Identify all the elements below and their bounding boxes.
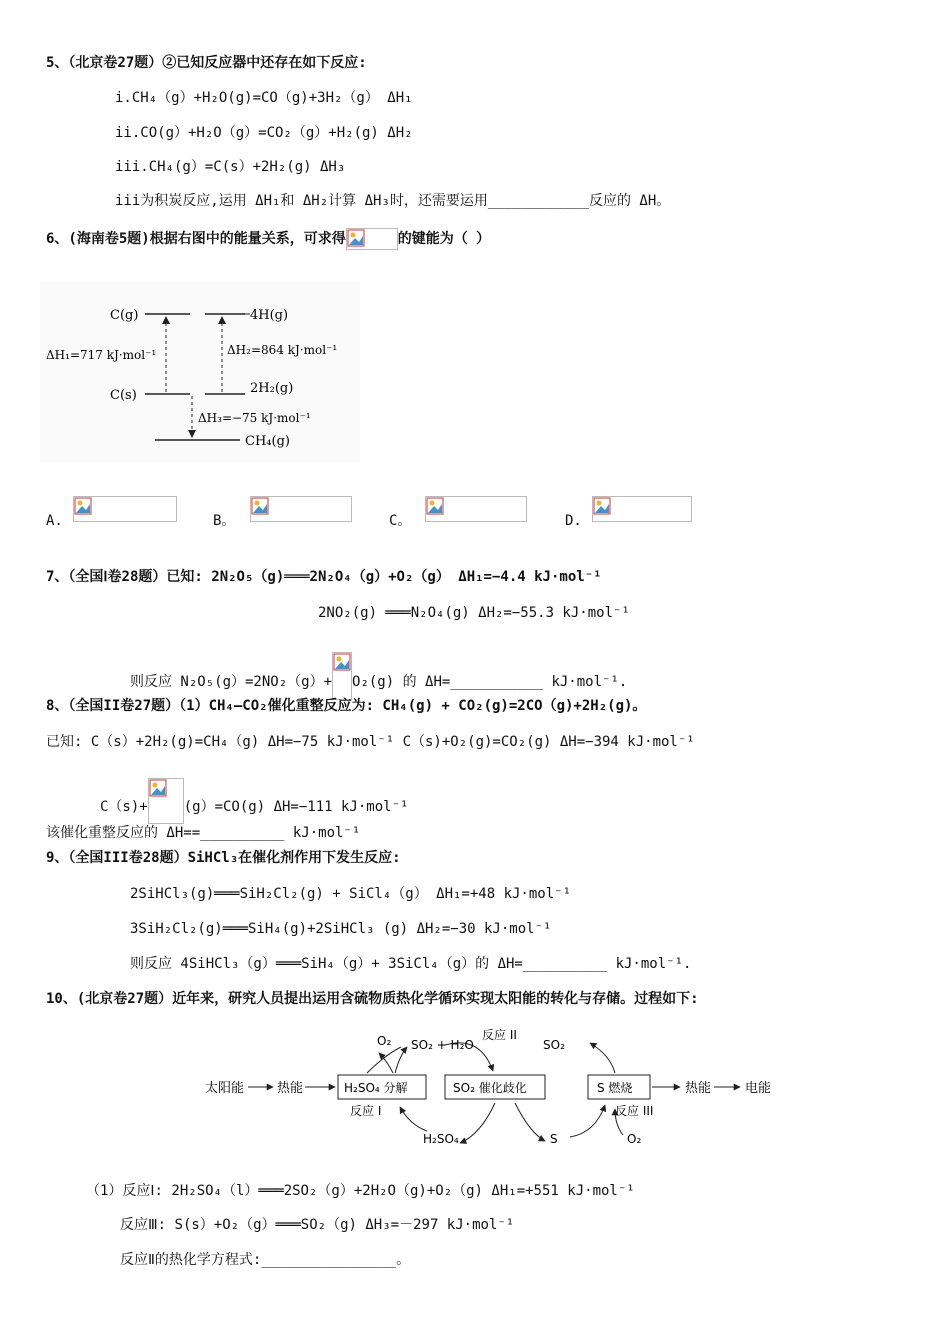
s-bottom-label: S [550,1132,558,1146]
missing-image-placeholder [148,778,184,824]
arrow-s-to-box3 [570,1105,605,1137]
q7-question-tail: O₂(g) 的 ΔH=___________ kJ·mol⁻¹. [352,674,628,690]
q9-reaction-2: 3SiH₂Cl₂(g)═══SiH₄(g)+2SiHCl₃ (g) ΔH₂=−30 kJ·mol⁻¹ [130,921,552,937]
dh3-label: ΔH₃=−75 kJ·mol⁻¹ [198,411,311,425]
o2-bottom-label: O₂ [627,1132,642,1146]
broken-image-icon [333,653,351,671]
option-d-image-placeholder [592,496,692,522]
arrow-box2-to-h2so4 [460,1103,495,1143]
solar-energy-label: 太阳能 [205,1081,245,1096]
h4-label: 4H(g) [250,308,289,323]
q7-question [130,652,627,700]
q8-known-reactions: 已知: C（s）+2H₂(g)=CH₄（g) ΔH=−75 kJ·mol⁻¹ C（s)+O₂(g)=CO₂(g) ΔH=−394 kJ·mol⁻¹ [46,734,695,750]
cs-label: C(s) [110,388,137,403]
option-b-image-placeholder [250,496,352,522]
q5-reaction-2: ii.CO(g）+H₂O（g）=CO₂（g）+H₂(g) ΔH₂ [115,125,413,141]
option-c-image-placeholder [425,496,527,522]
q7-heading: 7、（全国Ⅰ卷28题）已知: 2N₂O₅（g)═══2N₂O₄（g）+O₂（g） ΔH₁=−4.4 kJ·mol⁻¹ [46,569,602,585]
q9-question: 则反应 4SiHCl₃（g）═══SiH₄（g）+ 3SiCl₄（g）的 ΔH=__________ kJ·mol⁻¹. [130,956,692,972]
q7-reaction-2: 2NO₂(g) ═══N₂O₄(g) ΔH₂=−55.3 kJ·mol⁻¹ [318,605,630,621]
broken-image-icon [149,779,167,797]
q8-reaction-3 [100,778,408,824]
q7-question-text: 则反应 N₂O₅(g）=2NO₂（g）+ [130,674,333,690]
q9-reaction-1: 2SiHCl₃(g)═══SiH₂Cl₂(g) + SiCl₄（g） ΔH₁=+48 kJ·mol⁻¹ [130,886,572,902]
q5-question: iii为积炭反应,运用 ΔH₁和 ΔH₂计算 ΔH₃时，还需要运用____________反应的 ΔH。 [115,193,671,209]
option-d-label: D. [565,513,582,529]
q5-reaction-1: i.CH₄（g）+H₂O(g)=CO（g)+3H₂（g） ΔH₁ [115,90,413,106]
energy-level-diagram [40,282,360,462]
missing-image-placeholder [346,228,398,250]
option-c-label: C。 [389,513,412,529]
q9-heading: 9、（全国III卷28题）SiHCl₃在催化剂作用下发生反应: [46,850,401,866]
q6-heading-tail: 的键能为（ ） [397,231,491,247]
reaction-2-label: 反应 II [482,1028,517,1042]
cg-label: C(g) [110,308,139,323]
option-a-image-placeholder [73,496,177,522]
q10-reaction-3: 反应Ⅲ: S(s）+O₂（g）═══SO₂（g) ΔH₃=－297 kJ·mol⁻¹ [120,1217,515,1233]
heat-energy-label-1: 热能 [277,1081,304,1096]
so2-top-label: SO₂ [543,1038,565,1052]
dh1-label: ΔH₁=717 kJ·mol⁻¹ [46,348,157,362]
q6-heading [46,228,490,250]
sulfur-cycle-diagram [195,1025,795,1155]
reaction-1-label: 反应 I [350,1104,382,1118]
broken-image-icon [74,497,92,515]
q8-reaction-3-tail: (g）=CO(g) ΔH=−111 kJ·mol⁻¹ [183,799,409,815]
dh2-label: ΔH₂=864 kJ·mol⁻¹ [227,343,338,357]
option-b-label: B。 [213,513,236,529]
missing-image-placeholder [332,652,352,700]
s-combustion-label: S 燃烧 [597,1081,633,1095]
arrow-to-so2-h2o [395,1047,407,1073]
q10-heading: 10、(北京卷27题）近年来，研究人员提出运用含硫物质热化学循环实现太阳能的转化与存储。过程如下: [46,991,699,1007]
broken-image-icon [593,497,611,515]
broken-image-icon [426,497,444,515]
q8-heading: 8、（全国II卷27题）（1）CH₄—CO₂催化重整反应为: CH₄(g) + CO₂(g)=2CO（g)+2H₂(g)。 [46,698,647,714]
h2so4-decomposition-label: H₂SO₄ 分解 [344,1081,408,1095]
reaction-3-label: 反应 III [615,1104,654,1118]
q8-reaction-3-text: C（s)+ [100,799,148,815]
broken-image-icon [347,229,365,247]
q6-heading-text: 6、(海南卷5题)根据右图中的能量关系，可求得 [46,231,346,247]
ch4-label: CH₄(g) [245,434,290,449]
arrow-box3-to-so2 [590,1043,615,1073]
q8-question: 该催化重整反应的 ΔH==__________ kJ·mol⁻¹ [46,825,361,841]
so2-disproportionation-label: SO₂ 催化歧化 [453,1081,527,1095]
q10-question: 反应Ⅱ的热化学方程式:________________。 [120,1252,411,1268]
q5-reaction-3: iii.CH₄(g）=C(s）+2H₂(g) ΔH₃ [115,159,346,175]
o2-top-label: O₂ [377,1034,392,1048]
h2so4-bottom-label: H₂SO₄ [423,1132,459,1146]
q10-reaction-1: （1）反应Ⅰ: 2H₂SO₄（l）═══2SO₂（g）+2H₂O（g)+O₂（g) ΔH₁=+551 kJ·mol⁻¹ [86,1183,635,1199]
h2-label: 2H₂(g) [250,381,294,396]
arrow-h2so4-to-box1 [400,1107,427,1131]
electric-energy-label: 电能 [745,1081,772,1096]
broken-image-icon [251,497,269,515]
arrow-box2-to-s [515,1103,545,1141]
q5-heading: 5、（北京卷27题）②已知反应器中还存在如下反应: [46,55,367,71]
so2-h2o-label: SO₂ + H₂O [411,1038,474,1052]
heat-energy-label-2: 热能 [685,1081,712,1096]
option-a-label: A. [46,513,63,529]
